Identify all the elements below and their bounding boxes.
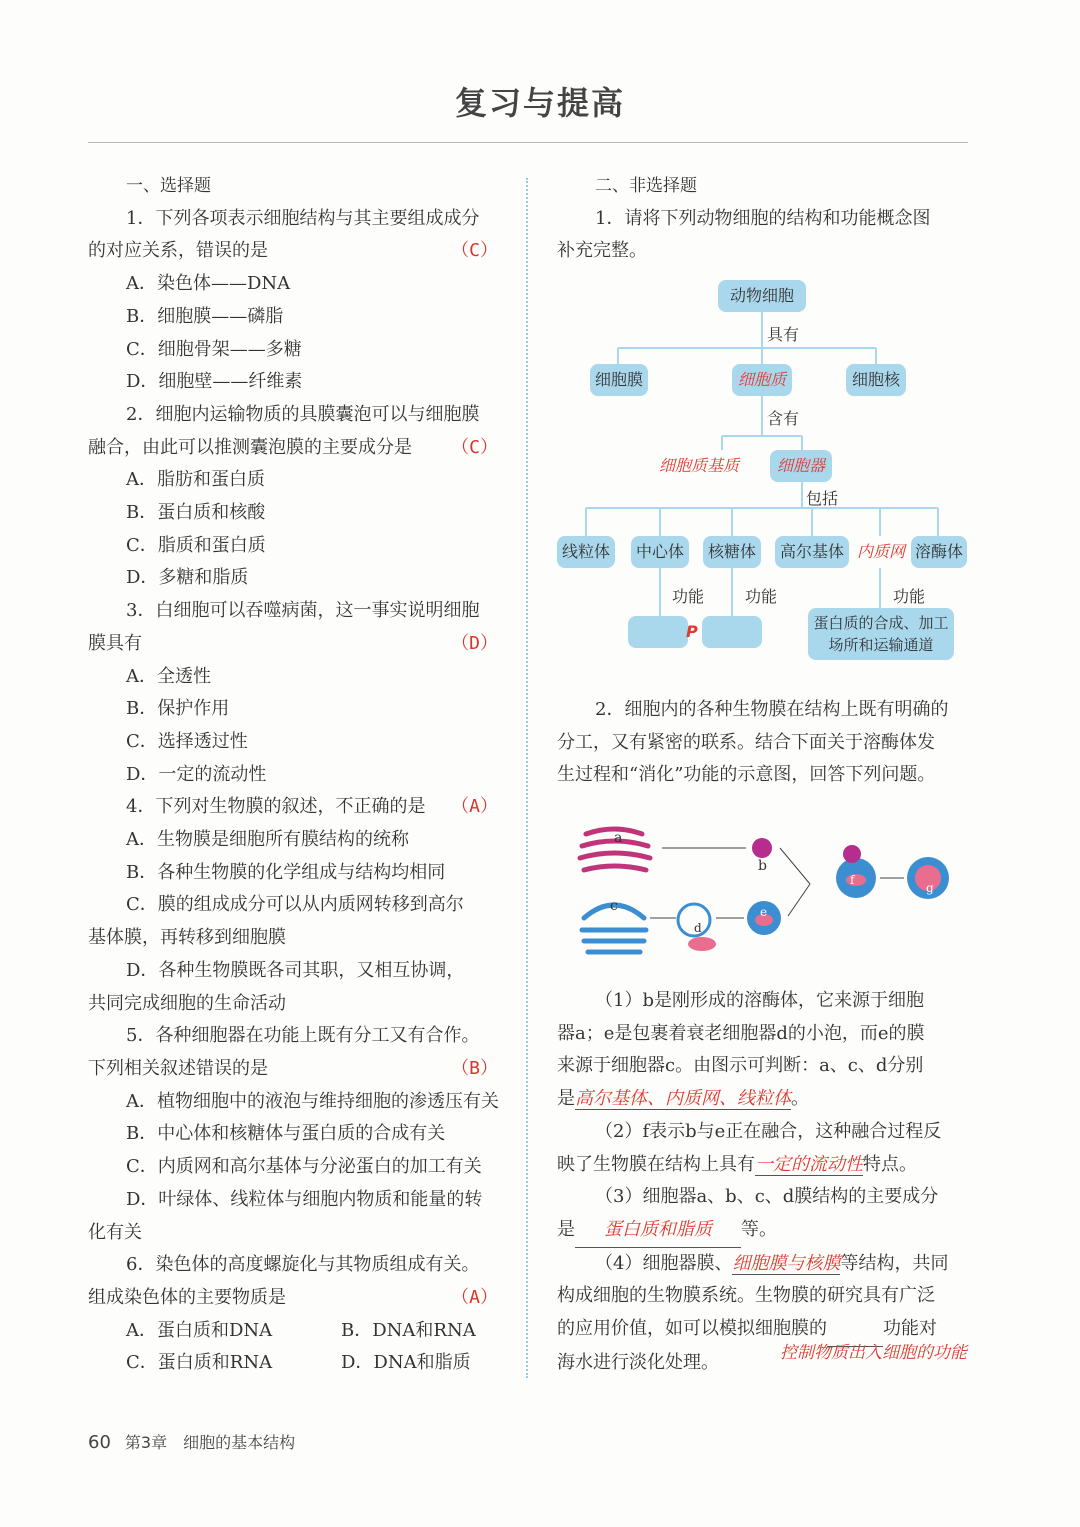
label-function-1: 功能: [672, 587, 705, 606]
section-heading-nonchoice: 二、非选择题: [595, 176, 697, 196]
s4-answer-1: 细胞膜与核膜: [732, 1252, 841, 1274]
q4-option-b: B．各种生物膜的化学组成与结构均相同: [126, 861, 446, 883]
s4-line3-prefix: 的应用价值，如可以模拟细胞膜的: [557, 1318, 827, 1340]
lysosome-b-icon: [752, 838, 772, 858]
title-divider: [88, 142, 968, 143]
r-q2-line1: 2．细胞内的各种生物膜在结构上既有明确的: [595, 699, 949, 720]
page-number: 60: [88, 1432, 111, 1453]
r-q2-line3: 生过程和“消化”功能的示意图，回答下列问题。: [557, 764, 936, 786]
s1-prefix: 是: [557, 1088, 575, 1110]
q5-option-b: B．中心体和核糖体与蛋白质的合成有关: [126, 1123, 446, 1145]
q2-option-a: A．脂肪和蛋白质: [126, 469, 265, 491]
q6-option-b: B．DNA和RNA: [341, 1319, 476, 1341]
q4-option-a: A．生物膜是细胞所有膜结构的统称: [126, 829, 409, 851]
label-has: 具有: [767, 325, 800, 344]
box-organelles: 细胞器: [770, 450, 832, 482]
q2-line2: [88, 432, 498, 465]
box-cytoplasm: 细胞质: [732, 364, 792, 396]
box-centrosome: 中心体: [631, 536, 689, 568]
q3-line1: 3．白细胞可以吞噬病菌，这一事实说明细胞: [126, 600, 480, 622]
box-cytoplasm-matrix: 细胞质基质: [658, 456, 739, 475]
right-column-top: [557, 170, 967, 268]
q6-options-cd: [88, 1347, 498, 1380]
label-contains: 含有: [767, 409, 800, 428]
box-ribosome: 核糖体: [703, 536, 761, 568]
box-golgi: 高尔基体: [775, 536, 849, 568]
s2-answer: 一定的流动性: [755, 1153, 863, 1175]
s4-line4: [557, 1342, 967, 1380]
q6-line1: 6．染色体的高度螺旋化与其物质组成有关。: [126, 1254, 480, 1276]
q4-line1: [88, 791, 498, 824]
q1-text: 的对应关系，错误的是: [88, 240, 268, 262]
s1-suffix: 。: [791, 1088, 809, 1110]
q2-text: 融合，由此可以推测囊泡膜的主要成分是: [88, 436, 412, 458]
s4-line2: 构成细胞的生物膜系统。生物膜的研究具有广泛: [557, 1285, 935, 1307]
q4-option-d-line1: D．各种生物膜既各司其职，又相互协调，: [126, 959, 465, 981]
q2-option-c: C．脂质和蛋白质: [126, 534, 266, 556]
mitochondrion-icon: [688, 937, 716, 951]
section-heading-choice: 一、选择题: [126, 176, 211, 196]
s3-suffix: 等。: [741, 1218, 777, 1240]
q4-option-c-line2: 基体膜，再转移到细胞膜: [88, 927, 286, 949]
s4-suffix: 等结构，共同: [840, 1252, 949, 1274]
page-footer: [88, 1430, 295, 1453]
q5-answer: （B）: [451, 1057, 498, 1079]
r-q1-line2: 补充完整。: [557, 240, 647, 262]
label-d: d: [694, 921, 702, 935]
q1-option-a: A．染色体——DNA: [126, 273, 291, 295]
label-includes: 包括: [806, 489, 839, 508]
s4-prefix: （4）细胞器膜、: [595, 1252, 733, 1274]
q1-option-c: C．细胞骨架——多糖: [126, 338, 302, 360]
q3-option-a: A．全透性: [126, 665, 211, 687]
label-b: b: [758, 858, 767, 874]
q3-text: 膜具有: [88, 632, 142, 654]
q5-option-a: A．植物细胞中的液泡与维持细胞的渗透压有关: [126, 1090, 499, 1112]
s4-line4-text: 海水进行淡化处理。: [557, 1351, 719, 1373]
s3-line1: （3）细胞器a、b、c、d膜结构的主要成分: [595, 1186, 939, 1208]
q6-line2: [88, 1282, 498, 1315]
label-function-3: 功能: [893, 587, 926, 606]
box-animal-cell: 动物细胞: [718, 280, 806, 312]
q1-line2: [88, 235, 498, 268]
s3-answer: 蛋白质和脂质: [575, 1214, 741, 1248]
box-lysosome: 溶酶体: [911, 536, 967, 568]
s2-line2: [557, 1149, 967, 1182]
box-er: 内质网: [856, 542, 905, 561]
right-subquestions: [557, 985, 967, 1379]
box-nucleus: 细胞核: [846, 364, 906, 396]
fusion-inner-icon: [846, 874, 866, 886]
q2-line1: 2．细胞内运输物质的具膜囊泡可以与细胞膜: [126, 403, 480, 425]
q4-option-c-line1: C．膜的组成成分可以从内质网转移到高尔: [126, 894, 464, 916]
q5-text: 下列相关叙述错误的是: [88, 1057, 268, 1079]
chapter-title: 第3章 细胞的基本结构: [124, 1433, 296, 1452]
line-b-f: [780, 848, 810, 884]
q1-line1: 1．下列各项表示细胞结构与其主要组成成分: [126, 207, 480, 229]
q3-answer: （D）: [451, 632, 498, 654]
box-centrosome-function: [628, 616, 688, 648]
s3-prefix: 是: [557, 1218, 575, 1240]
box-membrane: 细胞膜: [590, 364, 648, 396]
label-c: c: [610, 898, 618, 914]
r-q2-line2: 分工，又有紧密的联系。结合下面关于溶酶体发: [557, 731, 935, 753]
q3-option-b: B．保护作用: [126, 698, 230, 720]
column-divider: [526, 178, 528, 1378]
label-a: a: [614, 830, 623, 846]
q6-option-a: A．蛋白质和DNA: [126, 1319, 273, 1341]
s2-suffix: 特点。: [863, 1153, 917, 1175]
fusing-lysosome-icon: [843, 845, 861, 863]
s1-line2: 器a；e是包裹着衰老细胞器d的小泡，而e的膜: [557, 1022, 925, 1044]
r-q1-line1: 1．请将下列动物细胞的结构和功能概念图: [595, 207, 931, 229]
q3-option-c: C．选择透过性: [126, 730, 248, 752]
q6-text: 组成染色体的主要物质是: [88, 1286, 286, 1308]
label-function-2: 功能: [745, 587, 778, 606]
q1-option-b: B．细胞膜——磷脂: [126, 305, 284, 327]
q5-line1: 5．各种细胞器在功能上既有分工又有合作。: [126, 1025, 480, 1047]
s2-prefix: 映了生物膜在结构上具有: [557, 1153, 755, 1175]
box-er-function: 蛋白质的合成、加工场所和运输通道: [808, 608, 954, 660]
s4-answer-2: 控制物质出入细胞的功能: [780, 1342, 967, 1363]
s4-line1: [557, 1248, 967, 1281]
q6-option-d: D．DNA和脂质: [341, 1352, 471, 1374]
q5-option-d-line2: 化有关: [88, 1221, 142, 1243]
q4-answer: （A）: [451, 796, 498, 818]
s1-answer: 高尔基体、内质网、线粒体: [575, 1088, 791, 1110]
box-mitochondria: 线粒体: [557, 536, 615, 568]
lysosome-diagram: [574, 820, 954, 970]
box-ribosome-function: [702, 616, 762, 648]
s1-line3: 来源于细胞器c。由图示可判断：a、c、d分别: [557, 1055, 924, 1077]
q2-option-d: D．多糖和脂质: [126, 567, 249, 589]
q2-answer: （C）: [451, 436, 498, 458]
q4-text: 4．下列对生物膜的叙述，不正确的是: [126, 796, 426, 818]
s1-line1: （1）b是刚形成的溶酶体，它来源于细胞: [595, 990, 924, 1011]
q5-line2: [88, 1053, 498, 1086]
q1-option-d: D．细胞壁——纤维素: [126, 371, 303, 393]
q3-line2: [88, 628, 498, 661]
q4-option-d-line2: 共同完成细胞的生命活动: [88, 992, 286, 1014]
mark-p: P: [686, 622, 698, 641]
label-g: g: [926, 881, 934, 895]
label-e: e: [760, 905, 768, 919]
s2-line1: （2）f表示b与e正在融合，这种融合过程反: [595, 1120, 942, 1142]
s3-line2: [557, 1214, 967, 1248]
concept-map: [556, 278, 970, 664]
right-q2-intro: [557, 694, 967, 792]
q1-answer: （C）: [451, 240, 498, 262]
s4-line3-suffix: 功能对: [883, 1318, 937, 1340]
q6-options-ab: [88, 1315, 498, 1348]
q2-option-b: B．蛋白质和核酸: [126, 502, 266, 524]
q6-answer: （A）: [451, 1286, 498, 1308]
label-f: f: [850, 873, 855, 887]
q5-option-d-line1: D．叶绿体、线粒体与细胞内物质和能量的转: [126, 1188, 483, 1210]
line-e-f: [788, 884, 810, 916]
q6-option-c: C．蛋白质和RNA: [126, 1352, 273, 1374]
q3-option-d: D．一定的流动性: [126, 763, 267, 785]
q5-option-c: C．内质网和高尔基体与分泌蛋白的加工有关: [126, 1156, 482, 1178]
s1-line4: [557, 1083, 967, 1116]
left-column: [88, 170, 498, 1380]
page-title: 复习与提高: [454, 84, 625, 122]
